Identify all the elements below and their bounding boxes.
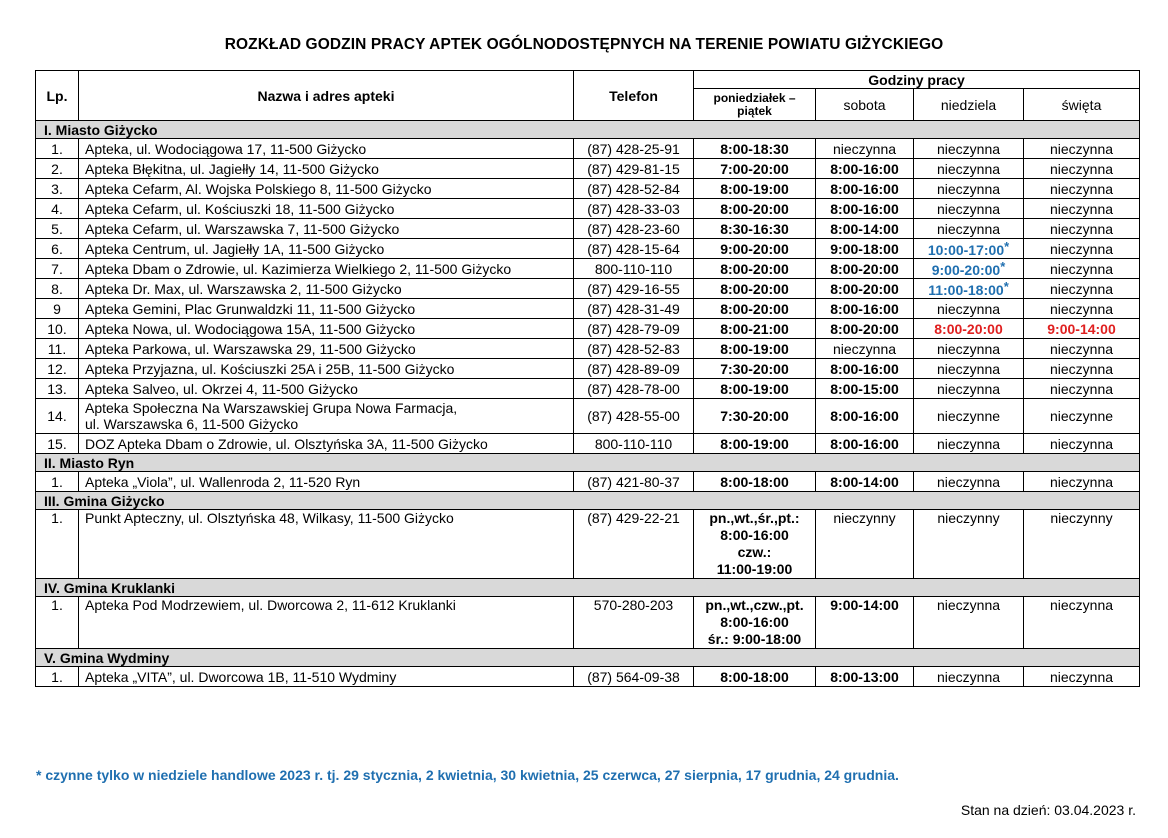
table-row — [36, 472, 1140, 492]
pharmacy-name — [79, 179, 574, 199]
pharmacy-address-line: ul. Warszawska 6, 11-500 Giżycko — [85, 416, 299, 432]
sunday-hours-value: nieczynna — [936, 473, 1001, 490]
holiday-hours: nieczynna — [1024, 667, 1140, 687]
pharmacy-name-line: Apteka Parkowa, ul. Warszawska 29, 11-500 Giżycko — [85, 340, 416, 357]
saturday-hours: 8:00-15:00 — [816, 379, 914, 399]
table-row — [36, 667, 1140, 687]
table-row — [36, 434, 1140, 454]
pharmacy-name — [79, 399, 574, 434]
sunday-hours-value: nieczynna — [936, 180, 1001, 197]
table-row — [36, 299, 1140, 319]
sunday-hours — [914, 339, 1024, 359]
row-number: 11. — [36, 339, 79, 359]
table-row — [36, 199, 1140, 219]
saturday-hours: nieczynna — [816, 139, 914, 159]
row-number: 10. — [36, 319, 79, 339]
section-header: I. Miasto Giżycko — [36, 121, 1140, 139]
saturday-hours: 8:00-20:00 — [816, 279, 914, 299]
holiday-hours: nieczynna — [1024, 472, 1140, 492]
table-row — [36, 259, 1140, 279]
holiday-hours: nieczynne — [1024, 399, 1140, 434]
sunday-hours-value: 11:00-18:00 — [928, 282, 1004, 298]
pharmacy-name — [79, 219, 574, 239]
row-number: 8. — [36, 279, 79, 299]
holiday-hours: nieczynna — [1024, 219, 1140, 239]
phone: 800-110-110 — [574, 434, 694, 454]
weekday-hours: 8:00-20:00 — [694, 299, 816, 319]
pharmacy-name-line: Apteka, ul. Wodociągowa 17, 11-500 Giżycko — [85, 140, 367, 157]
pharmacy-name — [79, 434, 574, 454]
sunday-hours — [914, 667, 1024, 687]
pharmacy-name-line: Apteka Cefarm, ul. Warszawska 7, 11-500 Giżycko — [85, 220, 400, 237]
pharmacy-name — [79, 239, 574, 259]
pharmacy-name — [79, 159, 574, 179]
table-body — [36, 121, 1140, 687]
pharmacy-name-line: Punkt Apteczny, ul. Olsztyńska 48, Wilkasy, 11-500 Giżycko — [85, 510, 454, 526]
sunday-hours — [914, 179, 1024, 199]
pharmacy-name-line: Apteka Nowa, ul. Wodociągowa 15A, 11-500 Giżycko — [85, 320, 416, 337]
table-row — [36, 219, 1140, 239]
weekday-hours-line: 11:00-19:00 — [716, 561, 793, 577]
row-number: 1. — [36, 597, 79, 649]
phone: (87) 428-79-09 — [574, 319, 694, 339]
table-row — [36, 319, 1140, 339]
saturday-hours: 8:00-14:00 — [816, 472, 914, 492]
holiday-hours: nieczynna — [1024, 259, 1140, 279]
sunday-hours-value: nieczynna — [936, 597, 1001, 613]
sunday-hours-value: 10:00-17:00 — [927, 242, 1005, 258]
pharmacy-name-line: Apteka Cefarm, Al. Wojska Polskiego 8, 11-500 Giżycko — [85, 180, 432, 197]
saturday-hours: nieczynny — [816, 510, 914, 579]
weekday-hours: 8:00-19:00 — [694, 434, 816, 454]
row-number: 13. — [36, 379, 79, 399]
weekday-hours: 8:00-19:00 — [694, 179, 816, 199]
table-row — [36, 399, 1140, 434]
pharmacy-name-line: Apteka Salveo, ul. Okrzei 4, 11-500 Giżycko — [85, 380, 358, 397]
phone: (87) 429-16-55 — [574, 279, 694, 299]
phone: (87) 428-78-00 — [574, 379, 694, 399]
holiday-hours: nieczynna — [1024, 139, 1140, 159]
holiday-hours: nieczynna — [1024, 434, 1140, 454]
sunday-hours-value: nieczynna — [936, 668, 1001, 685]
phone: (87) 428-89-09 — [574, 359, 694, 379]
pharmacy-name — [79, 279, 574, 299]
sunday-hours — [914, 399, 1024, 434]
sunday-hours — [914, 319, 1024, 339]
document-title: ROZKŁAD GODZIN PRACY APTEK OGÓLNODOSTĘPNYCH NA TERENIE POWIATU GIŻYCKIEGO — [224, 36, 944, 53]
sunday-hours — [914, 279, 1024, 299]
header-hours: Godziny pracy — [694, 71, 1140, 89]
pharmacy-name-line: Apteka „VITA”, ul. Dworcowa 1B, 11-510 Wydminy — [85, 668, 397, 685]
phone: (87) 428-55-00 — [574, 399, 694, 434]
sunday-hours-value: nieczynna — [936, 360, 1001, 377]
header-saturday: sobota — [816, 89, 914, 121]
holiday-hours: nieczynna — [1024, 299, 1140, 319]
saturday-hours: 8:00-14:00 — [816, 219, 914, 239]
row-number: 15. — [36, 434, 79, 454]
sunday-hours-value: nieczynne — [936, 408, 1001, 424]
row-number: 5. — [36, 219, 79, 239]
saturday-hours: 8:00-16:00 — [816, 199, 914, 219]
pharmacy-name — [79, 139, 574, 159]
pharmacy-name — [79, 339, 574, 359]
table-row — [36, 359, 1140, 379]
sunday-hours — [914, 139, 1024, 159]
holiday-hours: 9:00-14:00 — [1024, 319, 1140, 339]
row-number: 1. — [36, 139, 79, 159]
holiday-hours: nieczynna — [1024, 199, 1140, 219]
header-sunday: niedziela — [914, 89, 1024, 121]
asterisk-marker: * — [1000, 259, 1006, 274]
saturday-hours: 8:00-13:00 — [816, 667, 914, 687]
saturday-hours: 9:00-18:00 — [816, 239, 914, 259]
phone: (87) 428-52-84 — [574, 179, 694, 199]
weekday-hours — [694, 510, 816, 579]
sunday-hours-value: nieczynna — [936, 300, 1001, 317]
sunday-hours-value: nieczynna — [936, 220, 1001, 237]
pharmacy-name — [79, 510, 574, 579]
weekday-hours-line: pn.,wt.,czw.,pt. — [705, 597, 804, 613]
pharmacy-name — [79, 319, 574, 339]
phone: (87) 429-22-21 — [574, 510, 694, 579]
sunday-hours-value: nieczynna — [936, 140, 1001, 157]
sunday-hours — [914, 434, 1024, 454]
weekday-hours-line: czw.: — [737, 544, 772, 560]
weekday-hours: 7:30-20:00 — [694, 359, 816, 379]
weekday-hours: 8:30-16:30 — [694, 219, 816, 239]
sunday-hours — [914, 159, 1024, 179]
weekday-hours: 8:00-19:00 — [694, 339, 816, 359]
weekday-hours: 7:30-20:00 — [694, 399, 816, 434]
weekday-hours: 8:00-20:00 — [694, 259, 816, 279]
weekday-hours — [694, 597, 816, 649]
status-date: Stan na dzień: 03.04.2023 r. — [960, 802, 1136, 818]
sunday-hours-value: 8:00-20:00 — [934, 320, 1003, 337]
weekday-hours-line: 8:00-16:00 — [720, 527, 789, 543]
footnote: * czynne tylko w niedziele handlowe 2023 r. tj. 29 stycznia, 2 kwietnia, 30 kwietnia, 25 czerwca, 27 sierpnia, 17 grudnia, 24 grudnia. — [36, 767, 899, 783]
table-row — [36, 510, 1140, 579]
header-weekdays: poniedziałek – piątek — [694, 89, 816, 121]
table-row — [36, 597, 1140, 649]
header-lp: Lp. — [36, 71, 79, 121]
pharmacy-name-line: Apteka „Viola”, ul. Wallenroda 2, 11-520 Ryn — [85, 473, 361, 490]
sunday-hours-value: nieczynna — [936, 340, 1001, 357]
pharmacy-name — [79, 259, 574, 279]
sunday-hours — [914, 219, 1024, 239]
saturday-hours: 8:00-16:00 — [816, 399, 914, 434]
weekday-hours: 8:00-20:00 — [694, 279, 816, 299]
phone: 800-110-110 — [574, 259, 694, 279]
holiday-hours: nieczynna — [1024, 339, 1140, 359]
asterisk-marker: * — [1003, 279, 1009, 294]
row-number: 3. — [36, 179, 79, 199]
weekday-hours: 8:00-18:00 — [694, 472, 816, 492]
asterisk-marker: * — [1004, 239, 1010, 254]
saturday-hours: 8:00-16:00 — [816, 179, 914, 199]
table-row — [36, 279, 1140, 299]
holiday-hours: nieczynna — [1024, 379, 1140, 399]
row-number: 1. — [36, 510, 79, 579]
holiday-hours: nieczynna — [1024, 279, 1140, 299]
saturday-hours: 8:00-20:00 — [816, 319, 914, 339]
table-row — [36, 179, 1140, 199]
phone: 570-280-203 — [574, 597, 694, 649]
weekday-hours: 8:00-20:00 — [694, 199, 816, 219]
weekday-hours-line: śr.: 9:00-18:00 — [707, 631, 802, 647]
row-number: 4. — [36, 199, 79, 219]
phone: (87) 428-33-03 — [574, 199, 694, 219]
sunday-hours-value: nieczynny — [937, 510, 1000, 526]
row-number: 12. — [36, 359, 79, 379]
saturday-hours: 8:00-16:00 — [816, 299, 914, 319]
holiday-hours: nieczynna — [1024, 597, 1140, 649]
row-number: 1. — [36, 472, 79, 492]
sunday-hours-value: nieczynna — [936, 380, 1001, 397]
phone: (87) 428-52-83 — [574, 339, 694, 359]
weekday-hours: 7:00-20:00 — [694, 159, 816, 179]
header-holidays: święta — [1024, 89, 1140, 121]
phone: (87) 428-25-91 — [574, 139, 694, 159]
row-number: 6. — [36, 239, 79, 259]
pharmacy-name — [79, 199, 574, 219]
saturday-hours: 8:00-20:00 — [816, 259, 914, 279]
table-row — [36, 159, 1140, 179]
table-row — [36, 339, 1140, 359]
section-header: II. Miasto Ryn — [36, 454, 1140, 472]
row-number: 14. — [36, 399, 79, 434]
phone: (87) 428-15-64 — [574, 239, 694, 259]
header-phone: Telefon — [574, 71, 694, 121]
holiday-hours: nieczynny — [1024, 510, 1140, 579]
sunday-hours — [914, 199, 1024, 219]
phone: (87) 429-81-15 — [574, 159, 694, 179]
saturday-hours: 8:00-16:00 — [816, 434, 914, 454]
sunday-hours — [914, 259, 1024, 279]
pharmacy-name — [79, 359, 574, 379]
pharmacy-name-line: Apteka Centrum, ul. Jagiełły 1A, 11-500 Giżycko — [85, 240, 385, 257]
sunday-hours — [914, 510, 1024, 579]
weekday-hours: 8:00-19:00 — [694, 379, 816, 399]
table-row — [36, 379, 1140, 399]
pharmacy-name — [79, 472, 574, 492]
pharmacy-name-line: DOZ Apteka Dbam o Zdrowie, ul. Olsztyńska 3A, 11-500 Giżycko — [85, 435, 488, 452]
pharmacy-name — [79, 299, 574, 319]
section-header: IV. Gmina Kruklanki — [36, 579, 1140, 597]
phone: (87) 428-31-49 — [574, 299, 694, 319]
weekday-hours: 8:00-18:30 — [694, 139, 816, 159]
weekday-hours: 8:00-21:00 — [694, 319, 816, 339]
row-number: 1. — [36, 667, 79, 687]
saturday-hours: nieczynna — [816, 339, 914, 359]
saturday-hours: 9:00-14:00 — [816, 597, 914, 649]
sunday-hours-value: 9:00-20:00 — [931, 262, 1001, 278]
row-number: 2. — [36, 159, 79, 179]
sunday-hours — [914, 359, 1024, 379]
table-row — [36, 139, 1140, 159]
weekday-hours-line: 8:00-16:00 — [720, 614, 789, 630]
weekday-hours: 9:00-20:00 — [694, 239, 816, 259]
pharmacy-name-line: Apteka Błękitna, ul. Jagiełły 14, 11-500 Giżycko — [85, 160, 379, 177]
pharmacy-name-line: Apteka Gemini, Plac Grunwaldzki 11, 11-500 Giżycko — [85, 300, 416, 317]
pharmacy-hours-table — [35, 70, 1140, 687]
holiday-hours: nieczynna — [1024, 159, 1140, 179]
pharmacy-name-line: Apteka Cefarm, ul. Kościuszki 18, 11-500 Giżycko — [85, 200, 395, 217]
weekday-hours-line: pn.,wt.,śr.,pt.: — [709, 510, 800, 526]
sunday-hours — [914, 597, 1024, 649]
pharmacy-name-line: Apteka Dbam o Zdrowie, ul. Kazimierza Wielkiego 2, 11-500 Giżycko — [85, 260, 512, 277]
saturday-hours: 8:00-16:00 — [816, 159, 914, 179]
sunday-hours-value: nieczynna — [936, 160, 1001, 177]
row-number: 9 — [36, 299, 79, 319]
saturday-hours: 8:00-16:00 — [816, 359, 914, 379]
table-row — [36, 239, 1140, 259]
pharmacy-name-line: Apteka Przyjazna, ul. Kościuszki 25A i 25B, 11-500 Giżycko — [85, 360, 455, 377]
phone: (87) 421-80-37 — [574, 472, 694, 492]
holiday-hours: nieczynna — [1024, 359, 1140, 379]
section-header: V. Gmina Wydminy — [36, 649, 1140, 667]
pharmacy-name — [79, 597, 574, 649]
sunday-hours — [914, 472, 1024, 492]
sunday-hours-value: nieczynna — [936, 435, 1001, 452]
holiday-hours: nieczynna — [1024, 179, 1140, 199]
header-name: Nazwa i adres apteki — [79, 71, 574, 121]
pharmacy-name — [79, 379, 574, 399]
row-number: 7. — [36, 259, 79, 279]
pharmacy-name — [79, 667, 574, 687]
section-header: III. Gmina Giżycko — [36, 492, 1140, 510]
pharmacy-name-line: Apteka Dr. Max, ul. Warszawska 2, 11-500 Giżycko — [85, 280, 402, 297]
pharmacy-name-line: Apteka Społeczna Na Warszawskiej Grupa Nowa Farmacja, — [85, 400, 458, 416]
phone: (87) 428-23-60 — [574, 219, 694, 239]
phone: (87) 564-09-38 — [574, 667, 694, 687]
sunday-hours — [914, 239, 1024, 259]
sunday-hours-value: nieczynna — [936, 200, 1001, 217]
weekday-hours: 8:00-18:00 — [694, 667, 816, 687]
sunday-hours — [914, 299, 1024, 319]
sunday-hours — [914, 379, 1024, 399]
pharmacy-name-line: Apteka Pod Modrzewiem, ul. Dworcowa 2, 11-612 Kruklanki — [85, 597, 456, 613]
holiday-hours: nieczynna — [1024, 239, 1140, 259]
